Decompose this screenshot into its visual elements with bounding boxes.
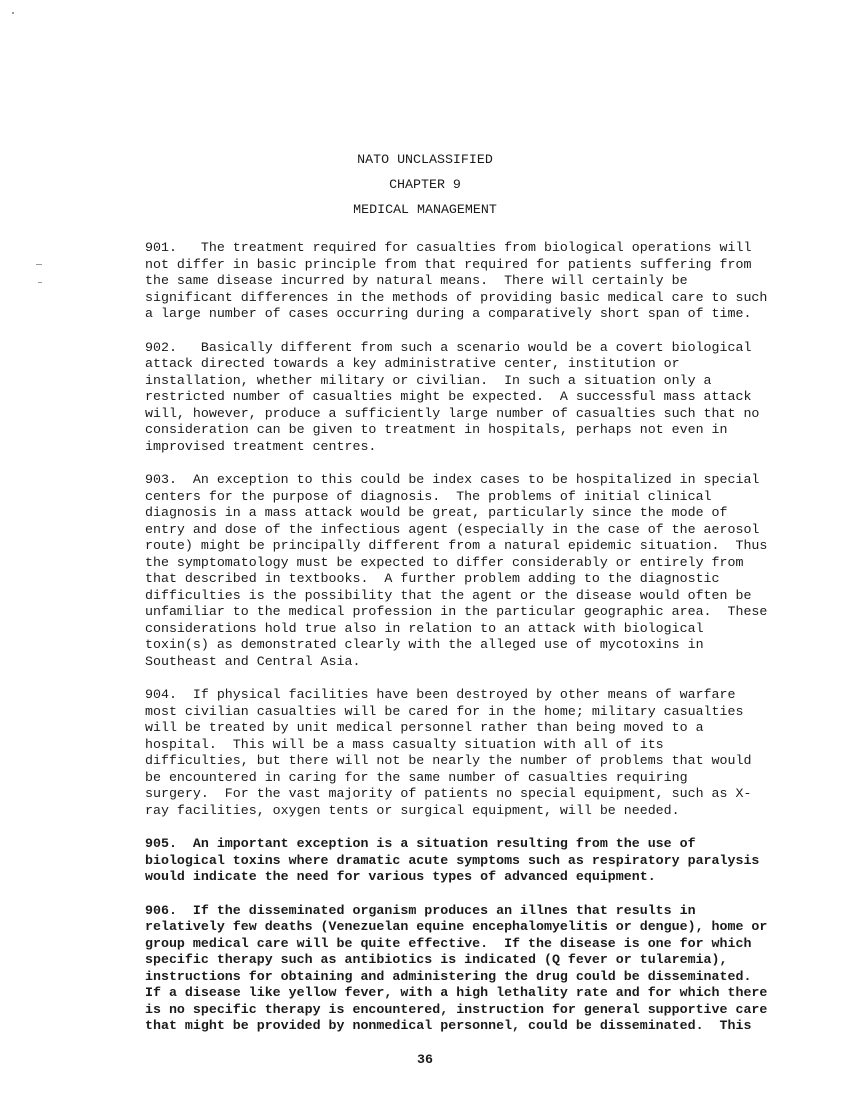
page-number: 36 — [417, 1052, 433, 1067]
text-line: Southeast and Central Asia. — [145, 653, 361, 669]
text-line: 906. If the disseminated organism produces an illnes that results in — [145, 902, 696, 918]
text-line: significant differences in the methods of providing basic medical care to such — [145, 289, 768, 305]
text-line: restricted number of casualties might be expected. A successful mass attack — [145, 389, 752, 404]
text-line: a large number of cases occurring during a comparatively short span of time. — [145, 306, 752, 321]
text-line: diagnosis in a mass attack would be great, particularly since the mode of — [145, 505, 728, 520]
paragraph-901 — [145, 240, 825, 323]
text-line: consideration can be given to treatment in hospitals, perhaps not even in — [145, 422, 728, 437]
text-line: surgery. For the vast majority of patients no special equipment, such as X- — [145, 786, 752, 801]
text-line: relatively few deaths (Venezuelan equine encephalomyelitis or dengue), home or — [145, 919, 768, 934]
text-line: ray facilities, oxygen tents or surgical equipment, will be needed. — [145, 802, 680, 818]
text-line: hospital. This will be a mass casualty situation with all of its — [145, 736, 664, 752]
text-line: centers for the purpose of diagnosis. The problems of initial clinical — [145, 488, 712, 504]
chapter-heading: CHAPTER 9 — [389, 177, 461, 192]
text-line: not differ in basic principle from that required for patients suffering from — [145, 256, 752, 272]
text-line: will, however, produce a sufficiently large number of casualties such that no — [145, 405, 760, 421]
paragraph-905 — [145, 836, 825, 886]
text-line: difficulties is the possibility that the agent or the disease would often be — [145, 587, 752, 603]
text-line: be encountered in caring for the same number of casualties requiring — [145, 769, 688, 785]
text-line: unfamiliar to the medical profession in the particular geographic area. These — [145, 604, 768, 619]
text-line: installation, whether military or civilian. In such a situation only a — [145, 372, 712, 388]
paragraph-906 — [145, 903, 825, 1035]
scan-speck — [38, 282, 42, 283]
classification-header: NATO UNCLASSIFIED — [357, 152, 493, 167]
text-line: 903. An exception to this could be index cases to be hospitalized in special — [145, 472, 760, 487]
text-line: will be treated by unit medical personnel rather than being moved to a — [145, 720, 704, 735]
text-line: improvised treatment centres. — [145, 438, 377, 454]
text-line: specific therapy such as antibiotics is indicated (Q fever or tularemia), — [145, 952, 728, 967]
paragraph-904 — [145, 687, 825, 819]
text-line: 904. If physical facilities have been destroyed by other means of warfare — [145, 687, 736, 702]
paragraph-902 — [145, 340, 825, 456]
text-line: 901. The treatment required for casualties from biological operations will — [145, 240, 752, 255]
text-line: If a disease like yellow fever, with a high lethality rate and for which there — [145, 985, 768, 1000]
text-line: instructions for obtaining and administering the drug could be disseminated. — [145, 968, 752, 984]
chapter-body — [145, 240, 825, 1052]
text-line: route) might be principally different from a natural epidemic situation. Thus — [145, 538, 768, 553]
text-line: that might be provided by nonmedical personnel, could be disseminated. This — [145, 1018, 752, 1033]
text-line: attack directed towards a key administrative center, institution or — [145, 356, 680, 371]
scan-speck — [12, 12, 14, 14]
text-line: entry and dose of the infectious agent (especially in the case of the aerosol — [145, 521, 760, 537]
text-line: toxin(s) as demonstrated clearly with the alleged use of mycotoxins in — [145, 637, 704, 652]
text-line: most civilian casualties will be cared for in the home; military casualties — [145, 703, 744, 719]
paragraph-903 — [145, 472, 825, 670]
chapter-title: MEDICAL MANAGEMENT — [353, 202, 497, 217]
text-line: 902. Basically different from such a scenario would be a covert biological — [145, 339, 752, 355]
scan-speck — [36, 264, 42, 265]
text-line: the symptomatology must be expected to differ considerably or entirely from — [145, 554, 744, 570]
text-line: the same disease incurred by natural means. There will certainly be — [145, 273, 688, 288]
text-line: biological toxins where dramatic acute symptoms such as respiratory paralysis — [145, 852, 760, 868]
text-line: group medical care will be quite effective. If the disease is one for which — [145, 935, 752, 951]
text-line: would indicate the need for various types of advanced equipment. — [145, 869, 656, 884]
text-line: that described in textbooks. A further problem adding to the diagnostic — [145, 571, 720, 586]
text-line: is no specific therapy is encountered, instruction for general supportive care — [145, 1001, 768, 1017]
text-line: considerations hold true also in relation to an attack with biological — [145, 620, 704, 636]
text-line: difficulties, but there will not be nearly the number of problems that would — [145, 753, 752, 768]
text-line: 905. An important exception is a situation resulting from the use of — [145, 836, 696, 851]
